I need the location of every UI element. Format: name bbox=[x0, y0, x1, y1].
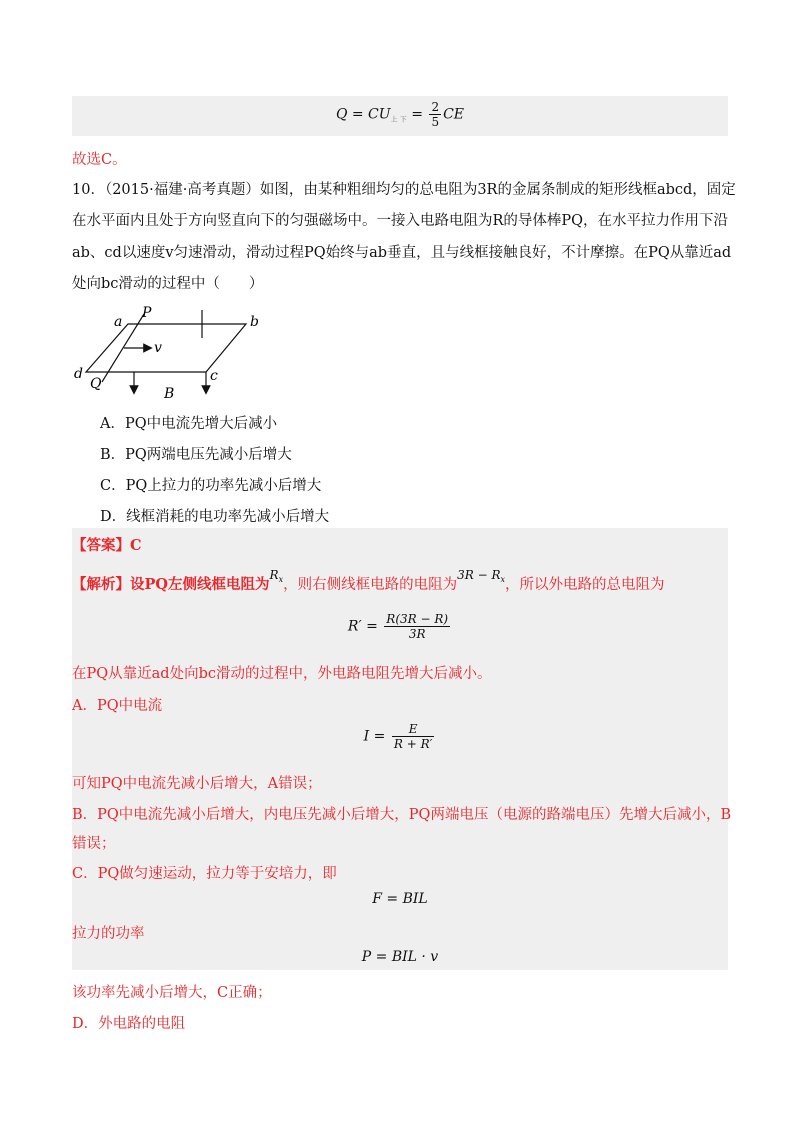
label-q: Q bbox=[90, 376, 102, 392]
equation-r-prime bbox=[72, 612, 728, 641]
rectangular-frame-figure bbox=[70, 302, 330, 402]
option-c: C．PQ上拉力的功率先减小后增大 bbox=[100, 478, 322, 494]
rx-sub: x bbox=[278, 575, 284, 584]
analysis-p1a: 【解析】设PQ左侧线框电阻为 bbox=[72, 576, 270, 593]
rr-sub: x bbox=[500, 575, 506, 584]
rx-expr bbox=[270, 568, 284, 582]
label-b: b bbox=[250, 314, 259, 330]
analysis-para-2: 在PQ从靠近ad处向bc滑动的过程中，外电路电阻先增大后减小。 bbox=[72, 666, 492, 682]
analysis-p1c: ，所以外电路的总电阻为 bbox=[505, 577, 665, 593]
rr: 3R − R bbox=[457, 568, 501, 582]
eq-q-rhs: CE bbox=[443, 106, 465, 123]
eq1-lhs: R′ = bbox=[347, 618, 383, 635]
analysis-para-9: D．外电路的电阻 bbox=[72, 1016, 186, 1032]
eq1-fraction bbox=[384, 612, 450, 641]
question-line-4: 处向bc滑动的过程中（ ） bbox=[72, 276, 264, 292]
equation-f: F = BIL bbox=[372, 891, 428, 907]
eq-q-fraction bbox=[429, 100, 441, 129]
eq1-den: 3R bbox=[408, 627, 426, 641]
frame-parallelogram bbox=[86, 324, 246, 372]
question-line-1: 10．（2015·福建·高考真题）如图，由某种粗细均匀的总电阻为3R的金属条制成的矩形线框abcd，固定 bbox=[72, 182, 736, 198]
analysis-para-6: C．PQ做匀速运动，拉力等于安培力，即 bbox=[72, 866, 337, 882]
analysis-para-5b: 错误； bbox=[72, 836, 116, 852]
analysis-para-8: 该功率先减小后增大，C正确； bbox=[72, 985, 272, 1001]
option-b: B．PQ两端电压先减小后增大 bbox=[100, 447, 292, 463]
analysis-p1b: ，则右侧线框电路的电阻为 bbox=[283, 577, 458, 593]
label-c: c bbox=[210, 368, 218, 384]
eq2-lhs: I = bbox=[363, 728, 390, 745]
rr-expr bbox=[457, 568, 505, 582]
label-d: d bbox=[74, 366, 83, 382]
eq2-num: E bbox=[392, 722, 434, 737]
analysis-para-7: 拉力的功率 bbox=[72, 926, 145, 942]
option-d: D．线框消耗的电功率先减小后增大 bbox=[100, 509, 330, 525]
label-p: P bbox=[142, 305, 152, 321]
analysis-para-5a: B．PQ中电流先减小后增大，内电压先减小后增大，PQ两端电压（电源的路端电压）先增大后减小，B bbox=[72, 807, 732, 823]
eq1-num: R(3R − R) bbox=[386, 612, 449, 626]
equation-i bbox=[72, 722, 728, 751]
choose-c-text: 故选C。 bbox=[72, 152, 127, 168]
label-b-field: B bbox=[164, 386, 175, 402]
eq-q-mid: = bbox=[406, 106, 428, 123]
answer-text: 【答案】C bbox=[72, 537, 142, 554]
analysis-para-4: 可知PQ中电流先减小后增大，A错误； bbox=[72, 776, 322, 792]
eq-q-lhs: Q = CU bbox=[335, 106, 391, 123]
analysis-para-3: A．PQ中电流 bbox=[72, 698, 163, 714]
eq4-text: P = BIL · v bbox=[361, 949, 439, 965]
analysis-para-1 bbox=[72, 568, 665, 600]
eq2-fraction bbox=[392, 722, 434, 751]
label-a: a bbox=[114, 314, 123, 330]
eq-q-sub: 上 下 bbox=[390, 115, 407, 124]
eq2-den: R + R′ bbox=[393, 737, 433, 751]
question-line-2: 在水平面内且处于方向竖直向下的匀强磁场中。一接入电路电阻为R的导体棒PQ，在水平拉力作用下沿 bbox=[72, 213, 729, 229]
label-v: v bbox=[154, 340, 162, 356]
option-a: A．PQ中电流先增大后减小 bbox=[100, 416, 278, 432]
rx: R bbox=[269, 568, 279, 582]
eq-q-den: 5 bbox=[431, 115, 440, 129]
equation-p-visible bbox=[72, 949, 728, 965]
equation-q bbox=[72, 100, 728, 129]
question-line-3: ab、cd以速度v匀速滑动，滑动过程PQ始终与ab垂直，且与线框接触良好，不计摩擦。在PQ从靠近ad bbox=[72, 245, 732, 261]
eq-q-num: 2 bbox=[431, 100, 440, 114]
